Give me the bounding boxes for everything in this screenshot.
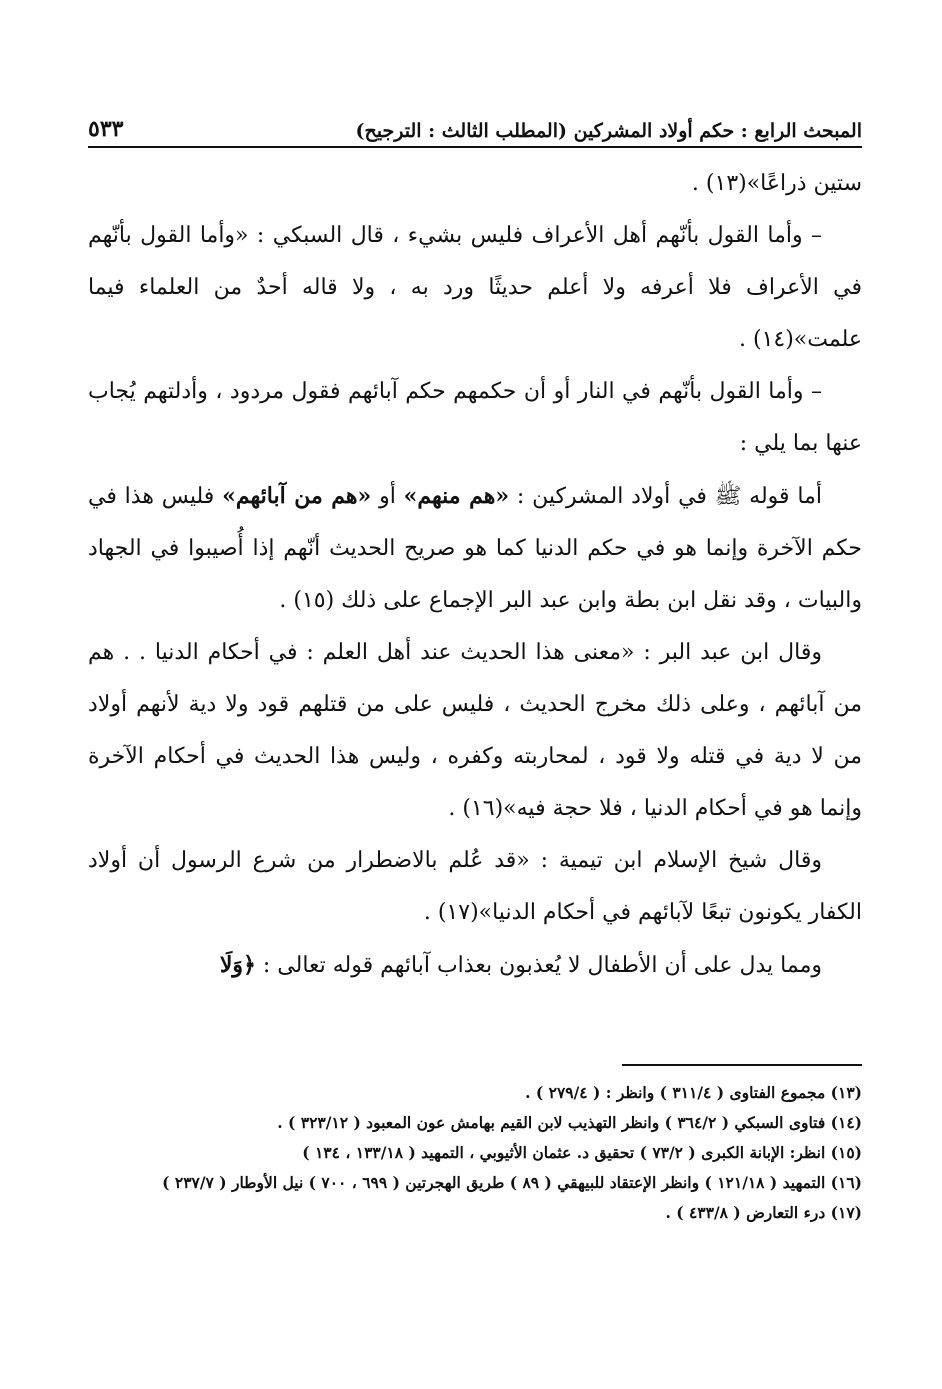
paragraph-fire: – وأما القول بأنّهم في النار أو أن حكمهم حكم آبائهم فقول مردود ، وأدلتهم يُجاب عنها بما يلي : [88, 379, 862, 456]
hadith-quote-1: «هم منهم» [403, 483, 510, 509]
footnote-17: (١٧) درء التعارض ( ٤٣٣/٨ ) . [665, 1203, 862, 1222]
book-page [88, 100, 862, 1349]
quran-intro: ومما يدل على أن الأطفال لا يُعذبون بعذاب آبائهم قوله تعالى : [255, 953, 822, 978]
footnote-15: (١٥) انظر: الإبانة الكبرى ( ٧٣/٢ ) تحقيق د. عثمان الأثيوبي ، التمهيد ( ١٣٣/١٨ ، ١٣٤ ) [302, 1143, 862, 1162]
paragraph-continuation: ستين ذراعًا»(١٣) . [691, 171, 862, 196]
footnotes [88, 1078, 862, 1228]
footnote-14: (١٤) فتاوى السبكي ( ٣٦٤/٢ ) وانظر التهذيب لابن القيم بهامش عون المعبود ( ٣٢٣/١٢ ) . [277, 1113, 862, 1132]
hadith-quote-2: «هم من آبائهم» [222, 483, 372, 509]
footnote-13: (١٣) مجموع الفتاوى ( ٣١١/٤ ) وانظر : ( ٢٧٩/٤ ) . [525, 1083, 862, 1102]
page-number: ٥٣٣ [88, 116, 124, 142]
running-header [88, 100, 862, 148]
hadith-explanation: فليس هذا في حكم الآخرة وإنما هو في حكم الدنيا كما هو صريح الحديث أنّهم إذا أُصيبوا في الجهاد والبيات ، وقد نقل ابن بطة وابن عبد البر الإجماع على ذلك (١٥) . [88, 484, 862, 613]
paragraph-ibn-abd-al-barr: وقال ابن عبد البر : «معنى هذا الحديث عند أهل العلم : في أحكام الدنيا . . هم من آبائهم ، وعلى ذلك مخرج الحديث ، فليس على من قتلهم قود ولا دية لأنهم أولاد من لا دية في قتله ولا قود ، لمحاربته وكفره ، وليس هذا الحديث في أحكام الآخرة وإنما هو في أحكام الدنيا ، فلا حجة فيه»(١٦) . [88, 640, 862, 821]
paragraph-aaraf: – وأما القول بأنّهم أهل الأعراف فليس بشيء ، قال السبكي : «وأما القول بأنّهم في الأعراف فلا أعرفه ولا أعلم حديثًا ورد به ، ولا قاله أحدٌ من العلماء فيما علمت»(١٤) . [88, 223, 862, 352]
header-title: المبحث الرابع : حكم أولاد المشركين (المطلب الثالث : الترجيح) [355, 120, 862, 142]
hadith-or: أو [371, 484, 404, 509]
paragraph-hadith [88, 470, 862, 627]
quran-verse-start: ﴿وَلَا [219, 952, 256, 978]
paragraph-quran-evidence [88, 939, 862, 992]
hadith-intro: أما قوله ﷺ في أولاد المشركين : [509, 484, 822, 509]
footnote-separator [622, 1064, 862, 1066]
footnote-16: (١٦) التمهيد ( ١٢١/١٨ ) وانظر الإعتقاد للبيهقي ( ٨٩ ) طريق الهجرتين ( ٦٩٩ ، ٧٠٠ ) نيل الأوطار ( ٢٣٧/٧ ) [162, 1173, 862, 1192]
main-text [88, 158, 862, 992]
paragraph-ibn-taymiyyah: وقال شيخ الإسلام ابن تيمية : «قد عُلم بالاضطرار من شرع الرسول أن أولاد الكفار يكونون تبعًا لآبائهم في أحكام الدنيا»(١٧) . [88, 848, 862, 925]
